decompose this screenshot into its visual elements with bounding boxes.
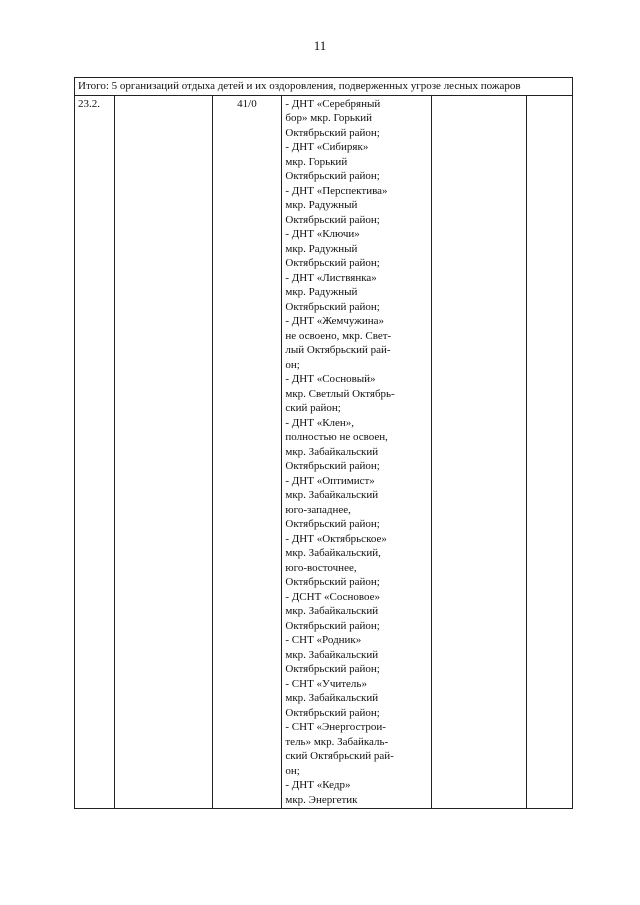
settlement-list-line: Октябрьский район; [285, 126, 380, 139]
settlement-list-line: бор» мкр. Горький [285, 112, 373, 124]
settlement-list-line: мкр. Светлый Октябрь- [285, 387, 395, 400]
settlement-list-line: он; [285, 358, 300, 371]
settlement-list-line: Октябрьский район; [285, 706, 380, 719]
settlement-list-line: - ДСНТ «Сосновое» [285, 590, 381, 603]
settlement-list-line: Октябрьский район; [285, 300, 380, 313]
settlement-list-line: мкр. Горький [285, 155, 348, 168]
settlement-list-line: - ДНТ «Перспектива» [285, 184, 388, 197]
settlement-list-line: - ДНТ «Кедр» [285, 779, 351, 791]
settlement-list-line: Октябрьский район; [285, 257, 380, 269]
settlement-list-line: - ДНТ «Серебряный [285, 97, 381, 110]
settlement-list-line: - ДНТ «Сибиряк» [285, 141, 369, 153]
row-empty-cell-e [432, 95, 527, 809]
settlement-list-line: мкр. Радужный [285, 286, 358, 298]
row-empty-cell-f [527, 95, 573, 809]
settlement-list-line: мкр. Забайкальский [285, 692, 379, 704]
summary-text: Итого: 5 организаций отдыха детей и их оздоровления, подверженных угрозе лесных пожаров [75, 78, 573, 96]
settlement-list-line: он; [285, 764, 300, 777]
settlement-list-line: Октябрьский район; [285, 518, 380, 530]
settlement-list-line: мкр. Забайкальский [285, 445, 379, 458]
settlement-list-line: ский район; [285, 402, 341, 414]
settlement-list-line: - СНТ «Энергострои- [285, 721, 386, 733]
settlement-list-line: Октябрьский район; [285, 663, 380, 675]
settlement-list-line: Октябрьский район; [285, 619, 380, 632]
summary-row [75, 78, 573, 96]
settlement-list-line: мкр. Забайкальский [285, 648, 379, 661]
settlement-list-line: - ДНТ «Сосновый» [285, 373, 376, 385]
settlement-list-line: - ДНТ «Жемчужина» [285, 315, 384, 327]
settlement-list-line: - СНТ «Родник» [285, 634, 362, 646]
row-code: 41/0 [212, 95, 282, 809]
settlement-list-line: Октябрьский район; [285, 576, 380, 588]
settlement-list-line: юго-западнее, [285, 503, 351, 516]
settlement-list-line: мкр. Радужный [285, 199, 358, 211]
settlement-list [285, 97, 428, 808]
settlement-list-line: - ДНТ «Клен», [285, 416, 355, 429]
settlement-list-line: тель» мкр. Забайкаль- [285, 735, 389, 748]
settlement-list-cell [282, 95, 432, 809]
settlement-list-line: Октябрьский район; [285, 213, 380, 226]
settlement-list-line: Октябрьский район; [285, 170, 380, 182]
settlement-list-line: полностью не освоен, [285, 431, 388, 443]
settlement-list-line: мкр. Забайкальский [285, 605, 379, 617]
row-name-cell [114, 95, 212, 809]
document-table [74, 77, 573, 809]
row-number: 23.2. [75, 95, 115, 809]
settlement-list-line: Октябрьский район; [285, 460, 380, 472]
settlement-list-line: не освоено, мкр. Свет- [285, 329, 392, 342]
settlement-list-line: мкр. Радужный [285, 242, 358, 255]
settlement-list-line: лый Октябрьский рай- [285, 344, 391, 356]
settlement-list-line: - ДНТ «Ключи» [285, 228, 360, 240]
settlement-list-line: - ДНТ «Оптимист» [285, 474, 375, 487]
settlement-list-line: - СНТ «Учитель» [285, 677, 367, 690]
settlement-list-line: - ДНТ «Листвянка» [285, 271, 377, 284]
settlement-list-line: ский Октябрьский рай- [285, 750, 394, 762]
settlement-list-line: мкр. Забайкальский, [285, 547, 381, 559]
settlement-list-line: - ДНТ «Октябрьское» [285, 532, 387, 545]
settlement-list-line: мкр. Энергетик [285, 793, 358, 806]
settlement-list-line: мкр. Забайкальский [285, 489, 379, 501]
table-row [75, 95, 573, 809]
page-number: 11 [313, 38, 327, 53]
settlement-list-line: юго-восточнее, [285, 561, 357, 574]
